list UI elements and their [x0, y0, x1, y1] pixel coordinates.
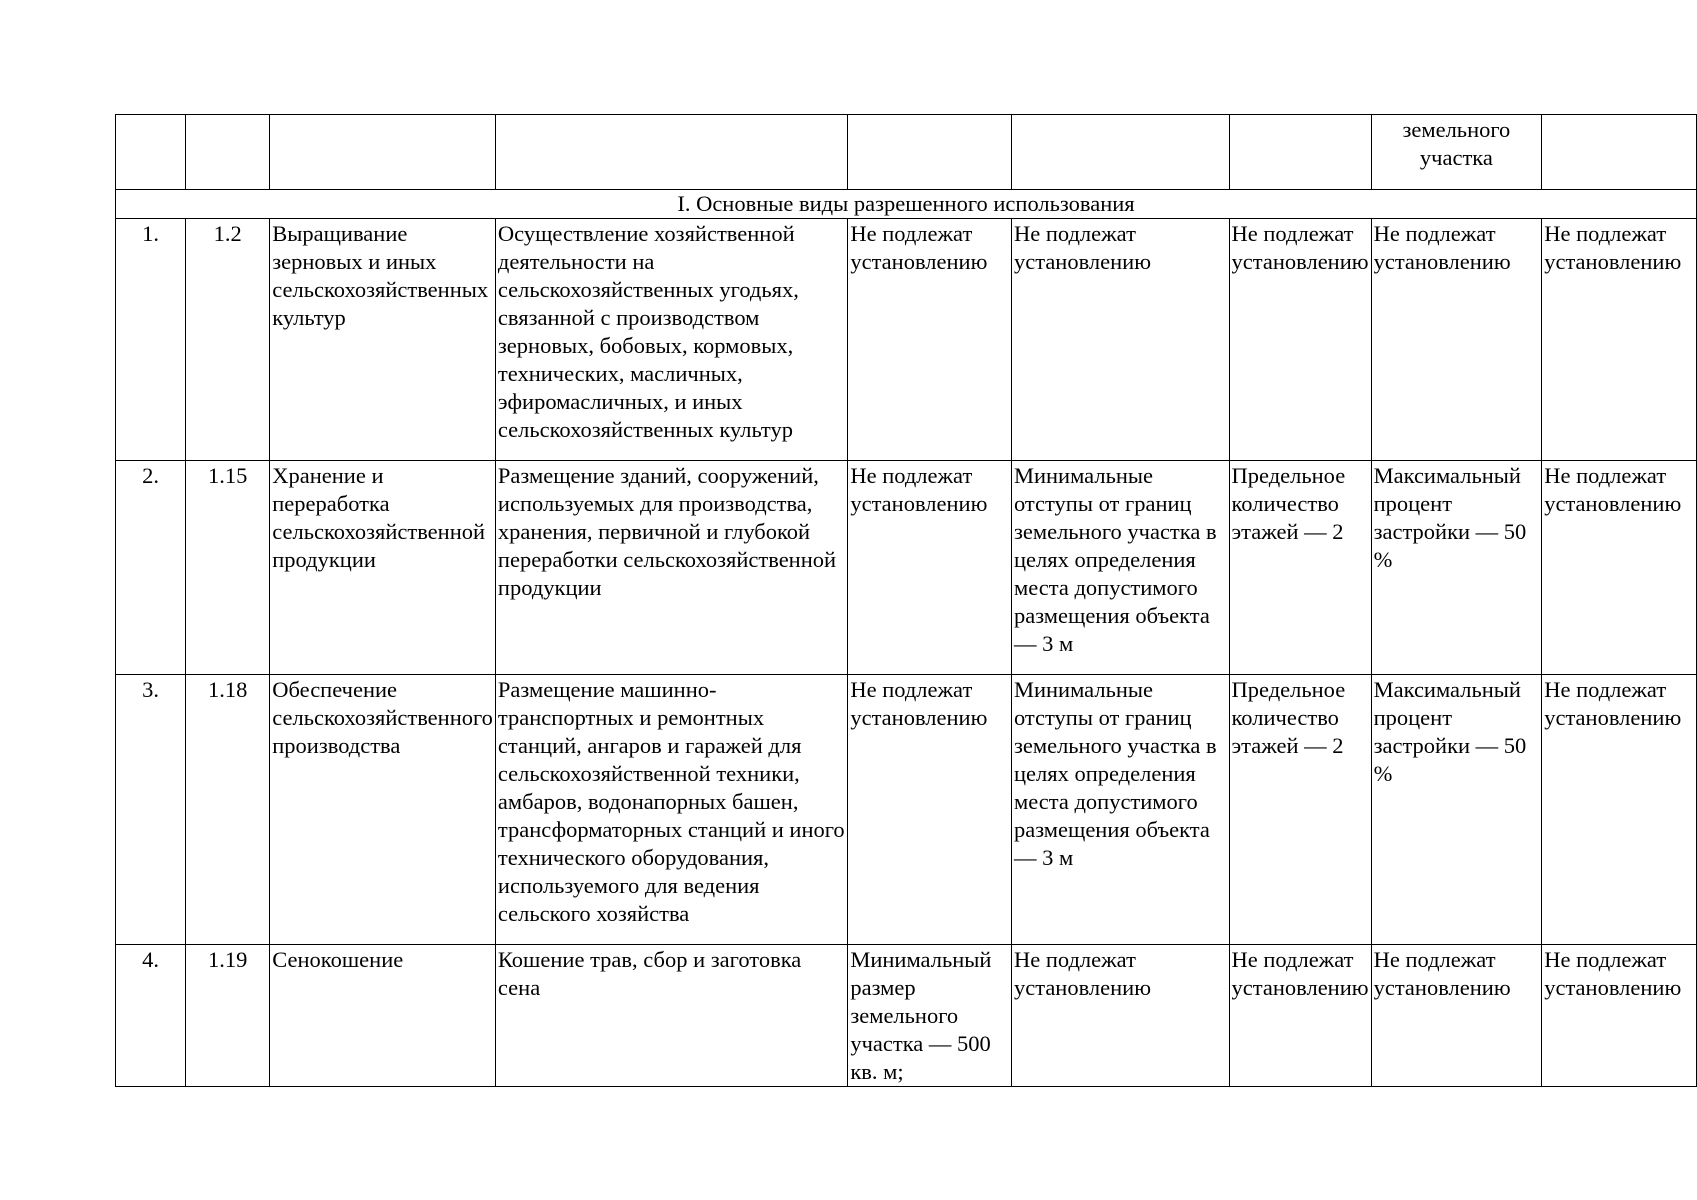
zoning-regulations-table — [115, 114, 1697, 1087]
row-number: 1. — [116, 219, 186, 461]
coverage-cell: Не подлежат установлению — [1371, 945, 1542, 1087]
use-name: Хранение и переработка сельскохозяйственной продукции — [270, 461, 496, 675]
table-cell — [1542, 115, 1697, 190]
use-description: Размещение машинно-транспортных и ремонтных станций, ангаров и гаражей для сельскохозяйственной техники, амбаров, водонапорных башен, трансформаторных станций и иного технического оборудования, используемого для ведения сельского хозяйства — [495, 675, 847, 945]
section-heading-row — [116, 190, 1697, 219]
plot-size-cell: Не подлежат установлению — [848, 675, 1012, 945]
other-cell: Не подлежат установлению — [1542, 219, 1697, 461]
floors-cell: Не подлежат установлению — [1229, 219, 1371, 461]
table-cell — [848, 115, 1012, 190]
coverage-cell: Максимальный процент застройки — 50 % — [1371, 461, 1542, 675]
setbacks-cell: Минимальные отступы от границ земельного участка в целях определения места допустимого размещения объекта — 3 м — [1011, 461, 1229, 675]
table-row — [116, 675, 1697, 945]
coverage-cell: Максимальный процент застройки — 50 % — [1371, 675, 1542, 945]
floors-cell: Предельное количество этажей — 2 — [1229, 461, 1371, 675]
use-code: 1.2 — [186, 219, 270, 461]
use-name: Сенокошение — [270, 945, 496, 1087]
use-name: Выращивание зерновых и иных сельскохозяйственных культур — [270, 219, 496, 461]
header-continuation-row — [116, 115, 1697, 190]
setbacks-cell: Не подлежат установлению — [1011, 219, 1229, 461]
table-cell — [495, 115, 847, 190]
plot-size-cell: Минимальный размер земельного участка — 500 кв. м; — [848, 945, 1012, 1087]
use-description: Осуществление хозяйственной деятельности на сельскохозяйственных угодьях, связанной с производством зерновых, бобовых, кормовых, технических, масличных, эфиромасличных, и иных сельскохозяйственных культур — [495, 219, 847, 461]
table-row — [116, 945, 1697, 1087]
other-cell: Не подлежат установлению — [1542, 675, 1697, 945]
other-cell: Не подлежат установлению — [1542, 945, 1697, 1087]
table-cell — [186, 115, 270, 190]
header-cell-coverage: земельного участка — [1371, 115, 1542, 190]
coverage-cell: Не подлежат установлению — [1371, 219, 1542, 461]
setbacks-cell: Не подлежат установлению — [1011, 945, 1229, 1087]
row-number: 4. — [116, 945, 186, 1087]
use-code: 1.19 — [186, 945, 270, 1087]
table-row — [116, 461, 1697, 675]
other-cell: Не подлежат установлению — [1542, 461, 1697, 675]
table-cell — [1011, 115, 1229, 190]
use-code: 1.15 — [186, 461, 270, 675]
use-name: Обеспечение сельскохозяйственного производства — [270, 675, 496, 945]
floors-cell: Предельное количество этажей — 2 — [1229, 675, 1371, 945]
table-cell — [270, 115, 496, 190]
use-code: 1.18 — [186, 675, 270, 945]
table-cell — [1229, 115, 1371, 190]
table-cell — [116, 115, 186, 190]
floors-cell: Не подлежат установлению — [1229, 945, 1371, 1087]
use-description: Кошение трав, сбор и заготовка сена — [495, 945, 847, 1087]
plot-size-cell: Не подлежат установлению — [848, 219, 1012, 461]
setbacks-cell: Минимальные отступы от границ земельного участка в целях определения места допустимого размещения объекта — 3 м — [1011, 675, 1229, 945]
row-number: 2. — [116, 461, 186, 675]
plot-size-cell: Не подлежат установлению — [848, 461, 1012, 675]
use-description: Размещение зданий, сооружений, используемых для производства, хранения, первичной и глубокой переработки сельскохозяйственной продукции — [495, 461, 847, 675]
table-row — [116, 219, 1697, 461]
row-number: 3. — [116, 675, 186, 945]
section-title: I. Основные виды разрешенного использования — [116, 190, 1697, 219]
